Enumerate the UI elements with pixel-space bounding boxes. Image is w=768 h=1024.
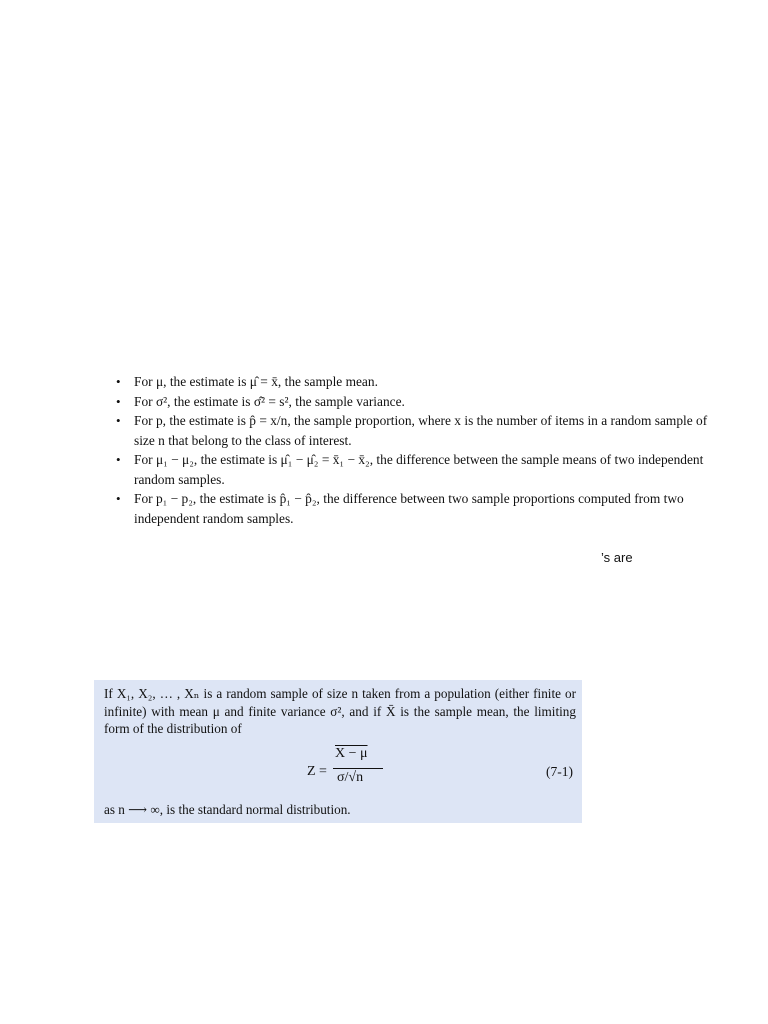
- bullet-icon: •: [116, 374, 121, 389]
- bullet-text: For μ, the estimate is μ̂ = x̄, the sample mean.: [134, 374, 378, 389]
- equation-numerator: X − μ: [335, 746, 368, 761]
- bullet-icon: •: [116, 452, 121, 467]
- fraction-bar: [333, 768, 383, 769]
- theorem-statement: If X₁, X₂, … , Xₙ is a random sample of size n taken from a population (either finite or infinite) with mean μ and finite variance σ², and if X̄ is the sample mean, the limiting form of the distribution of: [104, 686, 576, 736]
- theorem-conclusion: as n ⟶ ∞, is the standard normal distribution.: [104, 802, 351, 817]
- equation-denominator: σ/√n: [337, 770, 364, 785]
- bullet-text: For μ₁ − μ₂, the estimate is μ̂₁ − μ̂₂ = x̄₁ − x̄₂, the difference between the sample means of two independent random samples.: [134, 452, 704, 487]
- central-limit-theorem-box: [94, 680, 582, 823]
- bullet-item: [112, 392, 712, 412]
- bullet-text: For p₁ − p₂, the estimate is p̂₁ − p̂₂, the difference between two sample proportions computed from two independent random samples.: [134, 491, 684, 526]
- estimate-bullet-list: [112, 372, 712, 528]
- bullet-icon: •: [116, 413, 121, 428]
- bullet-icon: •: [116, 393, 121, 409]
- bullet-text: For σ², the estimate is σ̂² = s², the sample variance.: [134, 393, 405, 409]
- bullet-item: [112, 411, 712, 450]
- equation-number: (7-1): [546, 764, 573, 779]
- bullet-item: [112, 372, 712, 392]
- bullet-item: [112, 450, 712, 489]
- equation-lhs: Z =: [307, 764, 327, 779]
- bullet-icon: •: [116, 491, 121, 506]
- bullet-text: For p, the estimate is p̂ = x/n, the sample proportion, where x is the number of items in a random sample of size n that belong to the class of interest.: [134, 413, 708, 448]
- text-fragment: ’s are: [601, 550, 633, 565]
- bullet-item: [112, 489, 712, 528]
